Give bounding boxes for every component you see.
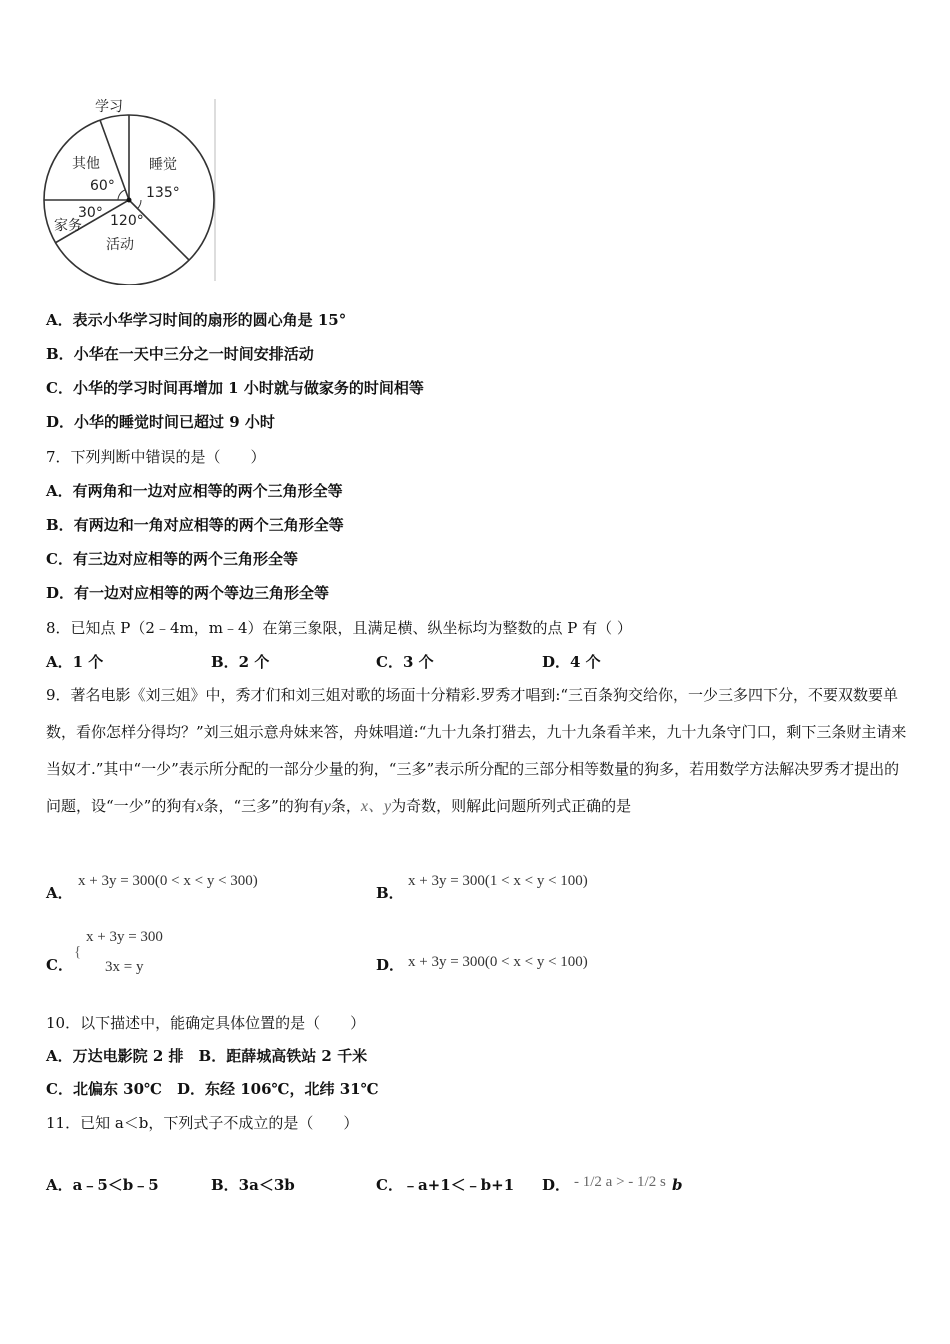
q11-option-c[interactable]: C．﹣a+1＜﹣b+1 — [376, 1176, 515, 1194]
q9-option-c-line2: 3x = y — [105, 959, 144, 975]
q10-options-row1[interactable]: A．万达电影院 2 排 B．距薛城高铁站 2 千米 — [46, 1047, 368, 1065]
label-activity-angle: 120° — [110, 213, 144, 229]
q8-option-b[interactable]: B．2 个 — [211, 653, 270, 671]
q7-option-c[interactable]: C．有三边对应相等的两个三角形全等 — [46, 550, 298, 568]
q9-option-c-line1: x + 3y = 300 — [86, 929, 163, 945]
q6-option-c[interactable]: C．小华的学习时间再增加 1 小时就与做家务的时间相等 — [46, 379, 424, 397]
label-sleep-angle: 135° — [146, 185, 180, 201]
q9-option-b-formula: x + 3y = 300(1 < x < y < 100) — [408, 873, 588, 889]
q9-option-b-letter[interactable]: B． — [376, 884, 404, 902]
q8-option-a[interactable]: A．1 个 — [46, 653, 104, 671]
q10-options-row2[interactable]: C．北偏东 30℃ D．东经 106℃，北纬 31℃ — [46, 1080, 379, 1098]
q9-option-a-formula: x + 3y = 300(0 < x < y < 300) — [78, 873, 258, 889]
q9-option-c-letter[interactable]: C． — [46, 956, 73, 974]
q9-option-d-letter[interactable]: D． — [376, 956, 405, 974]
q9-option-a-letter[interactable]: A． — [46, 884, 73, 902]
q11-option-b[interactable]: B．3a＜3b — [211, 1176, 295, 1194]
q7-option-b[interactable]: B．有两边和一角对应相等的两个三角形全等 — [46, 516, 344, 534]
q7-stem: 7．下列判断中错误的是（ ） — [46, 448, 266, 466]
q6-option-b[interactable]: B．小华在一天中三分之一时间安排活动 — [46, 345, 314, 363]
q11-stem: 11．已知 a＜b，下列式子不成立的是（ ） — [46, 1114, 359, 1132]
var-x: x — [196, 798, 204, 815]
var-xy: x、y — [360, 798, 392, 815]
q11-option-a[interactable]: A．a﹣5＜b﹣5 — [46, 1176, 159, 1194]
label-sleep: 睡觉 — [149, 157, 177, 173]
q8-option-d[interactable]: D．4 个 — [542, 653, 601, 671]
label-other: 其他 — [72, 156, 100, 172]
center-dot — [127, 198, 132, 203]
label-other-angle: 60° — [90, 178, 115, 194]
pie-chart-figure — [40, 95, 220, 285]
q9-option-c-brace: { — [74, 944, 82, 960]
q8-stem: 8．已知点 P（2﹣4m，m﹣4）在第三象限，且满足横、纵坐标均为整数的点 P 有（ ） — [46, 619, 632, 637]
q7-option-a[interactable]: A．有两角和一边对应相等的两个三角形全等 — [46, 482, 343, 500]
q11-option-d-letter[interactable]: D． — [542, 1176, 571, 1194]
var-y: y — [323, 798, 331, 815]
label-chores: 家务 — [54, 218, 82, 234]
q8-option-c[interactable]: C．3 个 — [376, 653, 434, 671]
q6-option-a[interactable]: A．表示小华学习时间的扇形的圆心角是 15° — [46, 311, 347, 329]
q9-stem: 9．著名电影《刘三姐》中，秀才们和刘三姐对歌的场面十分精彩.罗秀才唱到:“三百条狗交给你，一少三多四下分，不要双数要单数，看你怎样分得均？”刘三姐示意舟妹来答，舟妹唱道:“九十九条打猎去，九十九条看羊来，九十九条守门口，剩下三条财主请来当奴才.”其中“一少”表示所分配的一部分少量的狗，“三多”表示所分配的三部分相等数量的狗多，若用数学方法解决罗秀才提出的问题，设“一少”的狗有x条，“三多”的狗有y条，x、y为奇数，则解此问题所列式正确的是 — [46, 686, 907, 815]
q6-option-d[interactable]: D．小华的睡觉时间已超过 9 小时 — [46, 413, 275, 431]
q7-option-d[interactable]: D．有一边对应相等的两个等边三角形全等 — [46, 584, 330, 602]
q10-stem: 10．以下描述中，能确定具体位置的是（ ） — [46, 1014, 366, 1032]
q11-option-d-formula: - 1/2 a > - 1/2 s — [574, 1174, 666, 1190]
q11-option-d-tail: b — [672, 1176, 683, 1194]
label-activity: 活动 — [106, 237, 134, 253]
q9-option-d-formula: x + 3y = 300(0 < x < y < 100) — [408, 954, 588, 970]
label-chores-angle: 30° — [78, 205, 103, 221]
label-study: 学习 — [95, 99, 123, 115]
